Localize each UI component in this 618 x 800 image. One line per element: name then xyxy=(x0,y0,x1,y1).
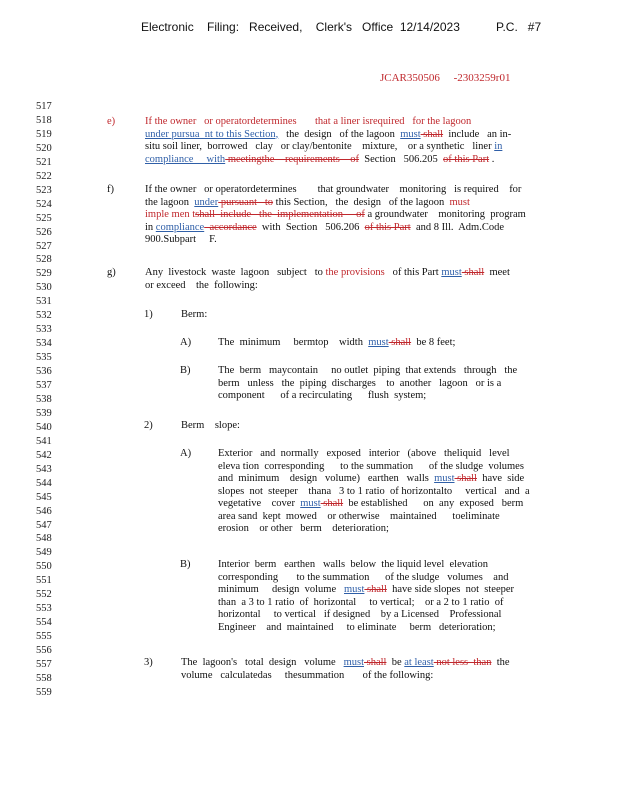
text-line: area sand kept mowed or otherwise maintained toeliminate xyxy=(218,510,500,522)
line-number: 541 xyxy=(36,435,52,447)
label-f: f) xyxy=(107,184,114,195)
line-number: 543 xyxy=(36,463,52,475)
text-line: the lagoon under pursuant to this Section, the design of the lagoon must xyxy=(145,196,470,208)
line-number: 545 xyxy=(36,491,52,503)
text-line: 900.Subpart F. xyxy=(145,234,217,245)
line-number: 527 xyxy=(36,240,52,252)
text-line: The minimum bermtop width must shall be 8 feet; xyxy=(218,337,456,348)
text-line: If the owner or operatordetermines that groundwater monitoring is required for xyxy=(145,184,522,195)
line-number: 535 xyxy=(36,352,52,364)
subheading-berm-slope: Berm slope: xyxy=(181,420,240,431)
text-line: eleva tion corresponding to the summation of the sludge volumes xyxy=(218,460,524,472)
line-number: 531 xyxy=(36,296,52,308)
line-number: 559 xyxy=(36,686,52,698)
text-line: compliance with meetingthe requirements of Section 506.205 of this Part . xyxy=(145,153,495,165)
text-line: slopes not steeper thana 3 to 1 ratio of horizontalto vertical and a xyxy=(218,485,530,497)
line-number: 529 xyxy=(36,268,52,280)
label-g1A: A) xyxy=(180,337,192,348)
line-number: 540 xyxy=(36,421,52,433)
label-g1: 1) xyxy=(144,309,153,320)
label-e: e) xyxy=(107,116,116,127)
text-line: component of a recirculating flush system; xyxy=(218,390,427,401)
line-number: 538 xyxy=(36,393,52,405)
text-line: in compliance accordance with Section 506.206 of this Part and 8 Ill. Adm.Code xyxy=(145,221,505,233)
line-number: 522 xyxy=(36,170,52,182)
line-number: 546 xyxy=(36,505,52,517)
text-line: imple men tshall include the implementation of a groundwater monitoring program xyxy=(145,209,526,220)
line-number: 550 xyxy=(36,561,52,573)
line-number: 549 xyxy=(36,547,52,559)
line-number: 528 xyxy=(36,254,52,266)
text-line: vegetative cover must shall be established on any exposed berm xyxy=(218,498,524,509)
line-number: 524 xyxy=(36,198,52,210)
line-number: 533 xyxy=(36,324,52,336)
text-line: and minimum design volume) earthen walls must shall have side xyxy=(218,473,525,484)
line-number: 530 xyxy=(36,282,52,294)
text-line: erosion or other berm deterioration; xyxy=(218,523,389,534)
line-number: 554 xyxy=(36,617,52,629)
line-number: 539 xyxy=(36,407,52,419)
text-line: Exterior and normally exposed interior (above theliquid level xyxy=(218,448,510,459)
line-number: 526 xyxy=(36,226,52,238)
text-line: The berm maycontain no outlet piping that extends through the xyxy=(218,365,518,376)
label-g1B: B) xyxy=(180,365,191,376)
text-line: corresponding to the summation of the sludge volumes and xyxy=(218,571,509,583)
text-line: Engineer and maintained to eliminate berm deterioration; xyxy=(218,621,496,633)
subheading-berm: Berm: xyxy=(181,309,208,320)
line-number: 548 xyxy=(36,533,52,545)
text-line: Any livestock waste lagoon subject to the provisions of this Part must shall meet xyxy=(145,267,510,278)
line-number: 558 xyxy=(36,672,52,684)
line-number: 532 xyxy=(36,310,52,322)
line-number: 555 xyxy=(36,631,52,643)
line-number: 518 xyxy=(36,114,52,126)
line-number: 557 xyxy=(36,659,52,670)
text-line: situ soil liner, borrowed clay or clay/bentonite mixture, or a synthetic liner in xyxy=(145,141,503,152)
text-line: If the owner or operatordetermines that a liner isrequired for the lagoon xyxy=(145,116,472,127)
line-number: 537 xyxy=(36,380,52,391)
line-number: 519 xyxy=(36,128,52,140)
pc-number: P.C. #7 xyxy=(496,20,542,34)
line-number: 521 xyxy=(36,156,52,168)
line-number: 534 xyxy=(36,338,52,350)
line-number: 556 xyxy=(36,645,52,657)
line-number: 551 xyxy=(36,575,52,587)
filing-stamp: Electronic Filing: Received, Clerk's Office 12/14/2023 xyxy=(141,20,460,34)
text-line: under pursua nt to this Section, the design of the lagoon must shall include an in- xyxy=(145,128,512,140)
document-id: JCAR350506 -2303259r01 xyxy=(380,72,511,84)
text-line: The lagoon's total design volume must shall be at least not less than the xyxy=(181,657,510,668)
text-line: Interior berm earthen walls below the liquid level elevation xyxy=(218,559,488,570)
line-number: 523 xyxy=(36,184,52,196)
line-number: 544 xyxy=(36,477,52,489)
text-line: horizontal to vertical if designed by a Licensed Professional xyxy=(218,609,502,620)
line-number: 520 xyxy=(36,142,52,154)
label-g: g) xyxy=(107,267,116,278)
label-g2B: B) xyxy=(180,559,191,570)
line-number: 547 xyxy=(36,519,52,531)
text-line: or exceed the following: xyxy=(145,279,258,291)
label-g3: 3) xyxy=(144,657,153,668)
line-number: 542 xyxy=(36,449,52,461)
line-number: 553 xyxy=(36,603,52,615)
line-number: 552 xyxy=(36,589,52,601)
label-g2A: A) xyxy=(180,448,192,459)
text-line: berm unless the piping discharges to another lagoon or is a xyxy=(218,377,502,389)
text-line: minimum design volume must shall have side slopes not steeper xyxy=(218,584,515,595)
line-number: 517 xyxy=(36,101,52,112)
text-line: than a 3 to 1 ratio of horizontal to vertical; or a 2 to 1 ratio of xyxy=(218,596,504,608)
text-line: volume calculatedas thesummation of the following: xyxy=(181,669,434,681)
line-number: 525 xyxy=(36,212,52,224)
line-number: 536 xyxy=(36,366,52,378)
label-g2: 2) xyxy=(144,420,153,431)
